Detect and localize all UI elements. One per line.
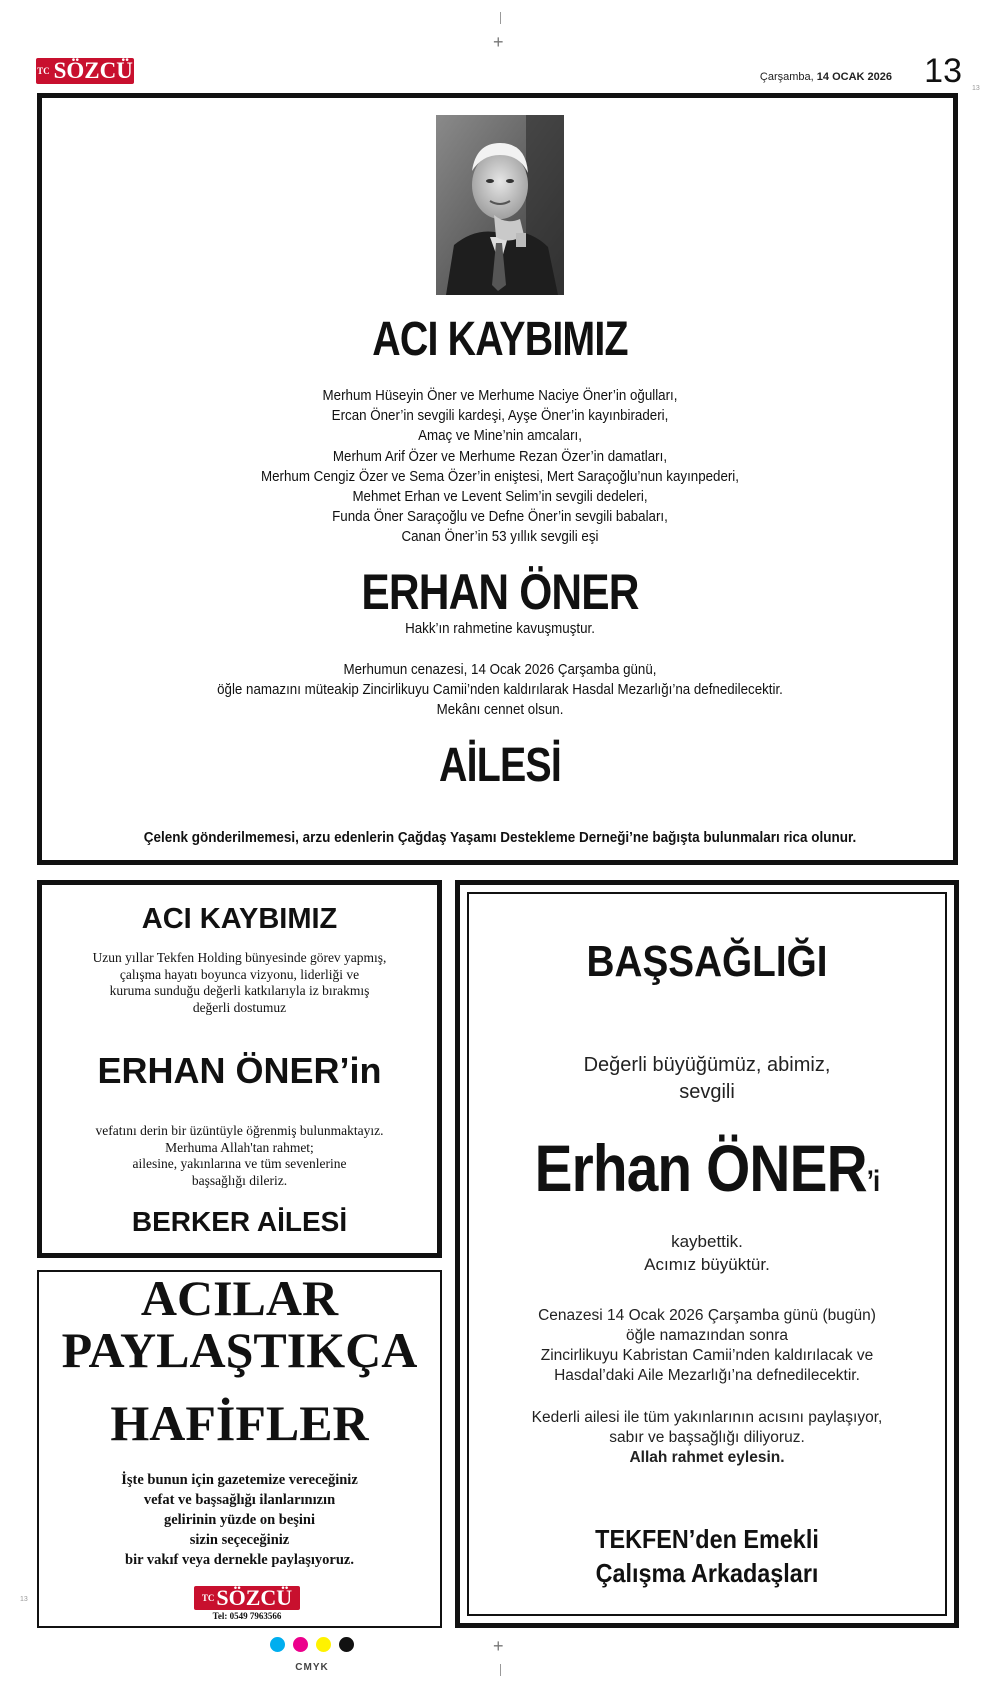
tekfen-deceased-name — [490, 1130, 923, 1206]
berker-condolence-line: başsağlığı dileriz. — [191, 1172, 288, 1188]
promo-body-line: gelirinin yüzde on beşini — [163, 1512, 316, 1528]
promo-sozcu-logo[interactable] — [194, 1586, 300, 1610]
tekfen-closing: Allah rahmet eylesin. — [629, 1449, 785, 1466]
berker-intro-line: çalışma hayatı boyunca vizyonu, liderliği ve — [119, 966, 360, 982]
tekfen-funeral-line: Hasdal’daki Aile Mezarlığı’na defnedilecektir. — [554, 1367, 860, 1384]
relatives-line: Amaç ve Mine’nin amcaları, — [418, 428, 582, 445]
promo-headline-1: ACILAR — [140, 1270, 339, 1326]
wreath-note: Çelenk gönderilmemesi, arzu edenlerin Çağdaş Yaşamı Destekleme Derneği’ne bağışta bulunmaları rica olunur. — [143, 830, 857, 846]
tekfen-signature-line: TEKFEN’den Emekli — [595, 1524, 819, 1554]
passed-away-text: Hakk’ın rahmetine kavuşmuştur. — [405, 621, 595, 637]
berker-condolence-line: vefatını derin bir üzüntüyle öğrenmiş bulunmaktayız. — [95, 1123, 384, 1138]
promo-body-line: sizin seçeceğiniz — [189, 1532, 290, 1548]
funeral-line: Merhumun cenazesi, 14 Ocak 2026 Çarşamba günü, — [343, 662, 657, 678]
tekfen-title: BAŞSAĞLIĞI — [586, 937, 828, 986]
promo-phone: Tel: 0549 7963566 — [212, 1611, 282, 1621]
tekfen-intro-line: sevgili — [679, 1081, 735, 1103]
berker-intro-line: Uzun yıllar Tekfen Holding bünyesinde görev yapmış, — [92, 950, 387, 965]
tekfen-condolence-line: Kederli ailesi ile tüm yakınlarının acısını paylaşıyor, — [531, 1409, 883, 1426]
tekfen-funeral-line: Zincirlikuyu Kabristan Camii’nden kaldırılacak ve — [540, 1347, 874, 1364]
promo-body-line: İşte bunun için gazetemize vereceğiniz — [121, 1472, 358, 1488]
berker-family-signature: BERKER AİLESİ — [131, 1206, 348, 1237]
cmyk-dot-magenta — [293, 1637, 308, 1652]
sozcu-logo[interactable] — [36, 58, 134, 84]
crop-mark-top: + — [493, 32, 504, 52]
deceased-name: ERHAN ÖNER — [361, 564, 639, 620]
tekfen-funeral-line: öğle namazından sonra — [625, 1327, 788, 1344]
relatives-line: Merhum Arif Özer ve Merhume Rezan Özer’in damatları, — [332, 448, 668, 465]
main-relatives-text — [40, 386, 960, 548]
tekfen-intro-line: Değerli büyüğümüz, abimiz, — [583, 1054, 831, 1076]
promo-body-line: vefat ve başsağlığı ilanlarınızın — [143, 1492, 336, 1508]
berker-intro-text — [37, 950, 442, 1016]
tekfen-loss-text — [455, 1230, 959, 1276]
tekfen-funeral-info — [455, 1306, 959, 1386]
relatives-line: Merhum Cengiz Özer ve Sema Özer’in eniştesi, Mert Saraçoğlu’nun kayınpederi, — [261, 468, 739, 485]
promo-headline-2: PAYLAŞTIKÇA — [61, 1322, 418, 1378]
promo-body-line: bir vakıf veya dernekle paylaşıyoruz. — [125, 1552, 354, 1568]
relatives-line: Merhum Hüseyin Öner ve Merhume Naciye Öner’in oğulları, — [322, 388, 678, 404]
portrait-image — [436, 115, 564, 295]
cmyk-dot-yellow — [316, 1637, 331, 1652]
tekfen-name-suffix: ’i — [866, 1165, 880, 1198]
logo-text: SÖZCÜ — [53, 58, 133, 83]
berker-condolence-text — [37, 1123, 442, 1189]
tekfen-name-text: Erhan ÖNER — [534, 1131, 867, 1205]
tekfen-condolence — [455, 1408, 959, 1468]
berker-deceased-name: ERHAN ÖNER’in — [97, 1050, 382, 1091]
portrait-photo — [436, 115, 564, 295]
berker-condolence-line: Merhuma Allah'tan rahmet; — [165, 1139, 314, 1155]
corner-code-top: 13 — [972, 85, 980, 92]
page-number: 13 — [924, 52, 962, 90]
berker-condolence-line: ailesine, yakınlarına ve tüm sevenlerine — [132, 1156, 347, 1172]
cmyk-label — [287, 1662, 337, 1673]
cmyk-dot-black — [339, 1637, 354, 1652]
date-full: 14 OCAK 2026 — [816, 71, 892, 83]
funeral-line: Mekânı cennet olsun. — [436, 702, 564, 719]
crop-tick-bottom — [500, 1664, 501, 1676]
cmyk-text: CMYK — [295, 1662, 329, 1673]
promo-body-text — [37, 1470, 442, 1570]
date-day: Çarşamba, — [759, 71, 814, 83]
promo-logo-text: SÖZCÜ — [216, 1585, 293, 1610]
relatives-line: Funda Öner Saraçoğlu ve Defne Öner’in sevgili babaları, — [332, 509, 668, 526]
cmyk-dot-cyan — [270, 1637, 285, 1652]
berker-intro-line: kuruma sunduğu değerli katkılarıyla iz bırakmış — [109, 983, 370, 999]
main-title: ACI KAYBIMIZ — [372, 313, 628, 366]
crop-mark-bottom: + — [493, 1636, 504, 1656]
funeral-info — [40, 660, 960, 721]
crop-tick-top — [500, 12, 501, 24]
promo-logo-tc: TC — [201, 1593, 215, 1603]
berker-intro-line: değerli dostumuz — [192, 999, 287, 1015]
tekfen-signature — [480, 1522, 934, 1590]
dateline — [760, 71, 892, 83]
relatives-line: Mehmet Erhan ve Levent Selim’in sevgili dedeleri, — [352, 489, 648, 506]
tekfen-funeral-line: Cenazesi 14 Ocak 2026 Çarşamba günü (bugün) — [538, 1307, 876, 1324]
berker-title: ACI KAYBIMIZ — [141, 903, 338, 935]
tekfen-condolence-line: sabır ve başsağlığı diliyoruz. — [609, 1429, 805, 1446]
relatives-line: Ercan Öner’in sevgili kardeşi, Ayşe Öner’in kayınbiraderi, — [331, 408, 669, 425]
tekfen-intro — [455, 1052, 959, 1106]
corner-code-bottom: 13 — [20, 1596, 28, 1603]
tekfen-signature-line: Çalışma Arkadaşları — [595, 1558, 819, 1588]
logo-tc: TC — [37, 66, 50, 76]
family-signature: AİLESİ — [439, 739, 561, 792]
funeral-line: öğle namazını müteakip Zincirlikuyu Camii’nden kaldırılarak Hasdal Mezarlığı’na defnedilecektir. — [217, 682, 783, 699]
tekfen-loss-line: kaybettik. — [671, 1232, 743, 1251]
promo-headline-3: HAFİFLER — [110, 1395, 369, 1451]
relatives-line: Canan Öner’in 53 yıllık sevgili eşi — [401, 529, 599, 546]
tekfen-loss-line: Acımız büyüktür. — [644, 1255, 770, 1274]
